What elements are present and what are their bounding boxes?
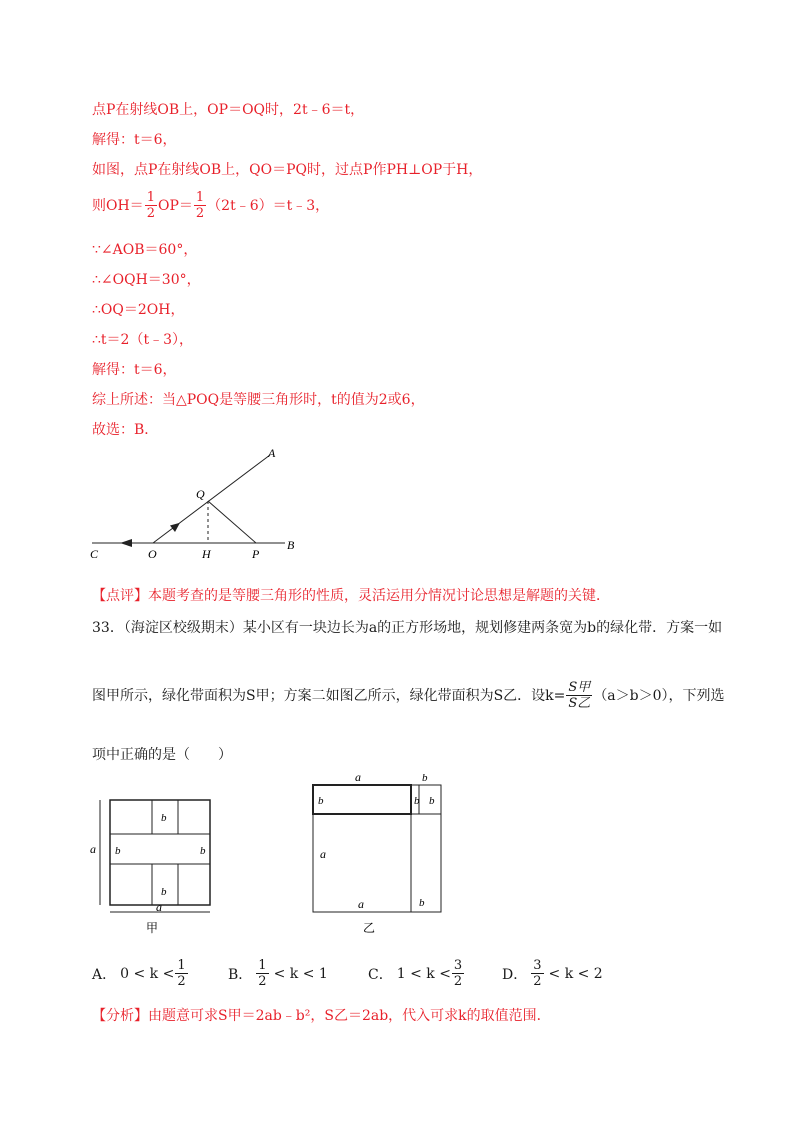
option-b-label: B． [228,966,253,983]
label-c: C [90,547,99,561]
option-b[interactable] [228,958,328,989]
jia-horizontal-strip [110,834,210,864]
comment-line: 【点评】本题考查的是等腰三角形的性质，灵活运用分情况讨论思想是解题的关键． [92,588,610,604]
geometry-figure [80,445,320,565]
figure-jia [88,795,223,940]
label-a: A [268,446,276,460]
solution-line-3: 如图，点P在射线OB上，QO＝PQ时，过点P作PH⊥OP于H， [92,162,483,178]
solution-line-10: 综上所述：当△POQ是等腰三角形时，t的值为2或6， [92,392,425,408]
jia-label-b-bottom: b [161,886,167,898]
jia-label-a-side: a [90,842,96,856]
option-c[interactable] [368,958,465,989]
solution-line-4 [92,190,329,221]
jia-caption: 甲 [146,921,159,935]
yi-label-a-top: a [355,770,361,784]
yi-label-b-corner2: b [429,795,435,807]
option-b-suffix: < k < 1 [273,965,328,982]
arrow-o [170,523,180,532]
yi-label-b-corner1: b [414,795,420,807]
ray-oa [153,455,270,543]
option-c-label: C． [368,966,393,983]
half-fraction-1: $\frac{1}{2}$ [146,190,155,221]
jia-label-b-right: b [200,845,206,857]
question-line-2-prefix: 图甲所示，绿化带面积为S甲；方案二如图乙所示，绿化带面积为S乙．设k= [92,687,566,704]
option-a-label: A． [92,966,117,983]
yi-label-a-bottom: a [358,897,364,911]
analysis-line: 【分析】由题意可求S甲＝2ab﹣b²，S乙＝2ab，代入可求k的取值范围． [92,1008,551,1024]
jia-label-b-left: b [115,845,121,857]
yi-outer [313,785,441,912]
solution-line-5: ∵∠AOB＝60°， [92,242,198,258]
question-line-3: 项中正确的是（ ） [92,747,232,763]
label-h: H [202,547,211,561]
option-c-prefix: 1 < k < [396,965,451,982]
yi-top-strip [313,785,411,814]
yi-label-b-bottom: b [419,897,425,909]
option-a[interactable] [92,958,189,989]
option-d-fraction: $\frac{3}{2}$ [533,958,542,989]
question-line-1: 33．（海淀区校级期末）某小区有一块边长为a的正方形场地，规划修建两条宽为b的绿化带．方案一如 [92,620,723,636]
yi-label-a-left: a [320,847,326,861]
yi-label-b-top: b [422,772,428,784]
option-b-fraction: $\frac{1}{2}$ [258,958,267,989]
solution-line-8: ∴t＝2（t﹣3）， [92,332,193,348]
half-fraction-2: $\frac{1}{2}$ [195,190,205,221]
label-o: O [148,547,157,561]
segment-qp [208,501,256,543]
jia-label-b-top: b [161,812,167,824]
label-p: P [252,547,260,561]
option-a-fraction: $\frac{1}{2}$ [177,958,186,989]
jia-label-a-bottom: a [156,900,162,914]
option-a-prefix: 0 < k < [120,965,175,982]
jia-vertical-strip-bottom [152,864,178,905]
yi-label-b-strip: b [318,795,324,807]
yi-caption: 乙 [363,921,376,935]
label-q: Q [196,487,205,501]
label-b: B [287,538,295,552]
line4-mid: OP＝ [157,197,193,214]
solution-line-9: 解得：t＝6， [92,362,177,378]
option-d[interactable] [502,958,603,989]
option-c-fraction: $\frac{3}{2}$ [453,958,463,989]
solution-line-2: 解得：t＝6， [92,132,177,148]
question-line-2 [92,680,725,711]
solution-line-1: 点P在射线OB上，OP＝OQ时，2t﹣6＝t， [92,102,365,118]
line4-suffix: （2t﹣6）＝t﹣3， [207,197,330,214]
option-d-label: D． [502,966,528,983]
question-line-2-suffix: （a＞b＞0），下列选 [593,687,725,704]
k-fraction: $\frac{\text{S甲}}{\text{S乙}}$ [568,680,591,711]
jia-square [110,800,210,905]
solution-line-6: ∴∠OQH＝30°， [92,272,201,288]
option-d-suffix: < k < 2 [548,965,603,982]
solution-line-7: ∴OQ＝2OH， [92,302,185,318]
line4-prefix: 则OH＝ [92,197,144,214]
solution-line-11: 故选：B． [92,422,159,438]
arrow-c [120,539,132,547]
figure-yi [305,770,455,940]
